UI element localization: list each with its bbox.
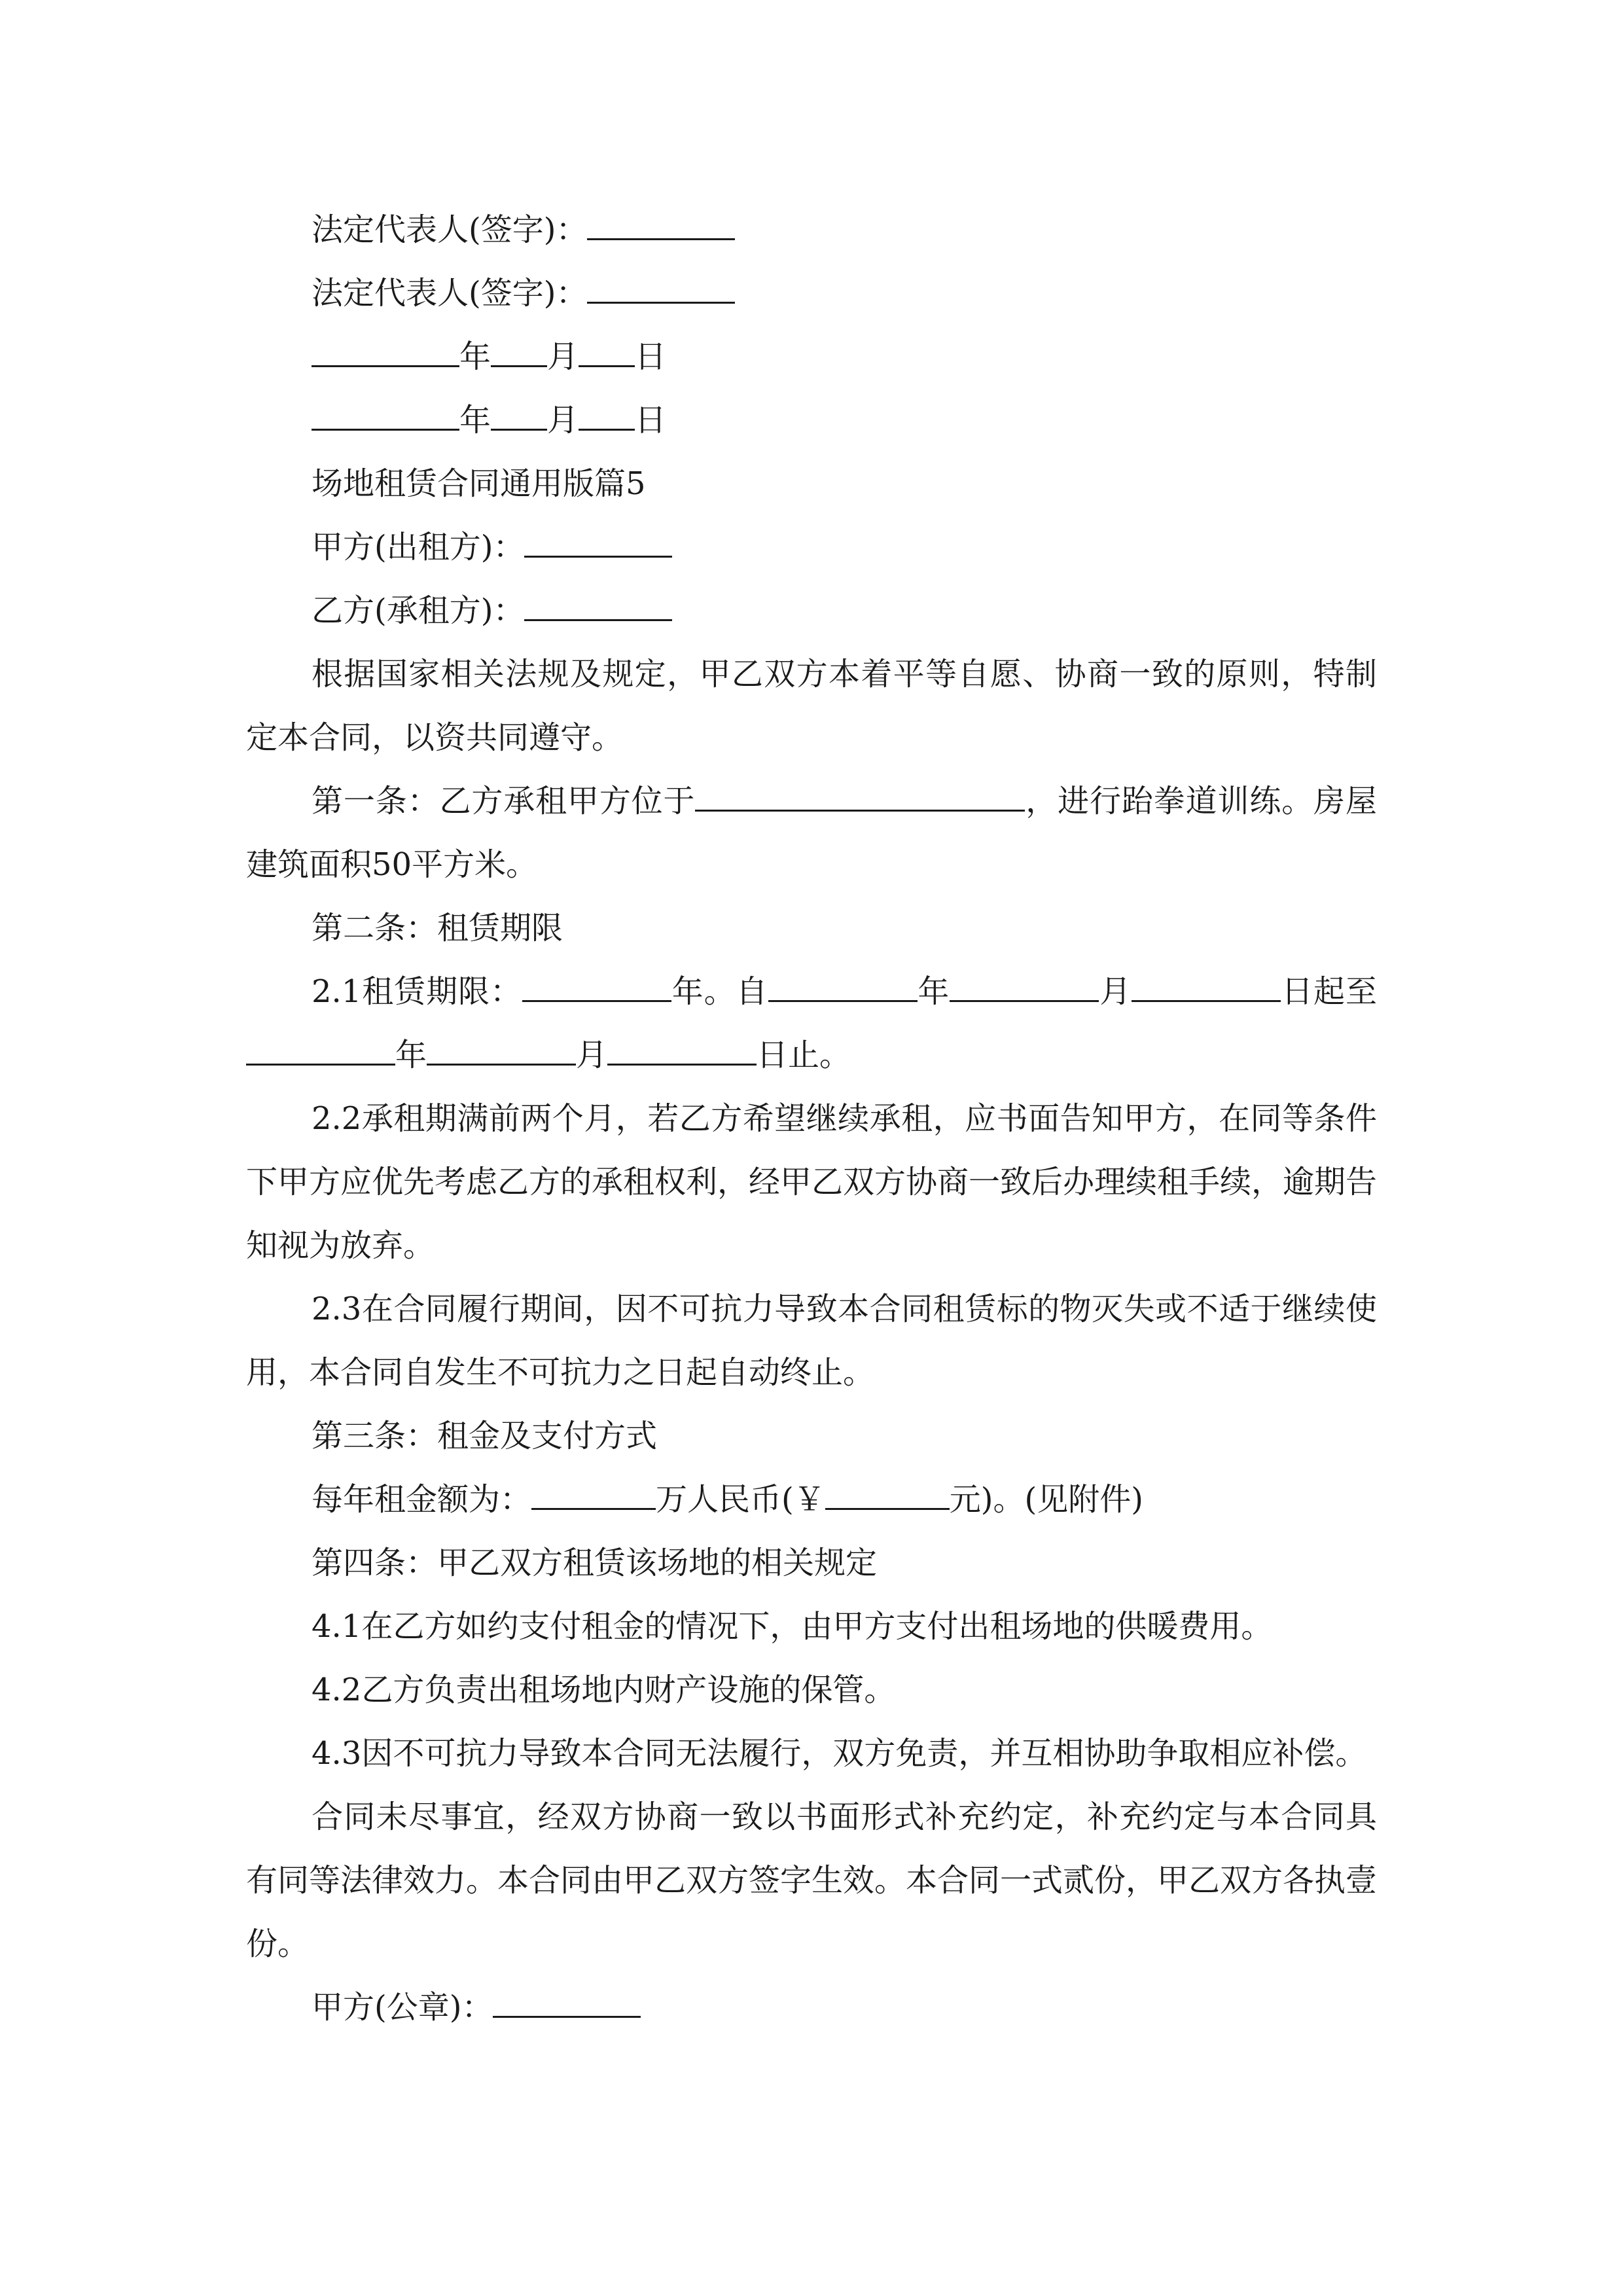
start-day-blank — [1132, 972, 1281, 1002]
term-years-blank — [522, 972, 671, 1002]
date-line-1 — [246, 325, 1377, 389]
year-label: 年 — [459, 338, 491, 375]
representative-label: 法定代表人(签字)： — [312, 211, 588, 248]
rent-suffix-text: 元)。(见附件) — [949, 1481, 1143, 1518]
end-year-label: 年 — [395, 1037, 427, 1073]
day-label: 日 — [635, 402, 667, 439]
year-blank — [312, 337, 459, 367]
month-label: 月 — [547, 338, 579, 375]
lease-term-label: 2.1租赁期限： — [312, 973, 522, 1010]
article-4-3-line: 4.3因不可抗力导致本合同无法履行，双方免责，并互相协助争取相应补偿。 — [312, 1735, 1367, 1772]
day-label: 日 — [635, 338, 667, 375]
article-4-2-line: 4.2乙方负责出租场地内财产设施的保管。 — [312, 1672, 896, 1708]
start-year-blank — [768, 972, 918, 1002]
end-day-blank — [607, 1035, 757, 1066]
term-years-text: 年。自 — [671, 973, 768, 1010]
article-2-3-paragraph: 2.3在合同履行期间，因不可抗力导致本合同租赁标的物灭失或不适于继续使用，本合同自发生不可抗力之日起自动终止。 — [246, 1291, 1377, 1391]
article-1-suffix: ，进行跆拳道训练。房屋建筑面积50平方米。 — [246, 783, 1377, 883]
month-blank — [491, 401, 547, 431]
signature-line-representative-2 — [246, 262, 1377, 325]
article-3-title: 第三条：租金及支付方式 — [312, 1418, 658, 1454]
rent-amount-blank — [531, 1480, 656, 1510]
party-a-seal-label: 甲方(公章)： — [312, 1989, 493, 2026]
article-2-2-paragraph: 2.2承租期满前两个月，若乙方希望继续承租，应书面告知甲方，在同等条件下甲方应优先考虑乙方的承租权利，经甲乙双方协商一致后办理续租手续，逾期告知视为放弃。 — [246, 1100, 1378, 1264]
day-blank — [579, 401, 635, 431]
article-1-paragraph — [246, 770, 1377, 897]
contract-body — [246, 198, 1377, 2039]
signature-line-representative-1 — [246, 198, 1377, 262]
start-month-label: 月 — [1099, 973, 1132, 1010]
party-b-label: 乙方(承租方)： — [312, 592, 525, 629]
article-4-title: 第四条：甲乙双方租赁该场地的相关规定 — [312, 1545, 878, 1581]
party-a-blank — [524, 528, 672, 558]
rent-yuan-blank — [825, 1480, 950, 1510]
party-a-seal-line — [246, 1976, 1377, 2039]
article-2-title: 第二条：租赁期限 — [312, 910, 563, 946]
annual-rent-label: 每年租金额为： — [312, 1481, 532, 1518]
start-day-label: 日起至 — [1281, 973, 1377, 1010]
contract-title: 场地租赁合同通用版篇5 — [312, 465, 646, 502]
representative-label: 法定代表人(签字)： — [312, 275, 588, 312]
party-a-line — [246, 516, 1377, 579]
article-2-1-paragraph — [246, 960, 1377, 1087]
annual-rent-line — [246, 1468, 1377, 1532]
year-label: 年 — [459, 402, 491, 439]
closing-paragraph: 合同未尽事宜，经双方协商一致以书面形式补充约定，补充约定与本合同具有同等法律效力。本合同由甲乙双方签字生效。本合同一式贰份，甲乙双方各执壹份。 — [246, 1799, 1378, 1962]
rent-currency-text: 万人民币(￥ — [656, 1481, 825, 1518]
seal-blank — [493, 1988, 641, 2018]
start-year-label: 年 — [917, 973, 950, 1010]
month-label: 月 — [547, 402, 579, 439]
month-blank — [491, 337, 547, 367]
start-month-blank — [950, 972, 1099, 1002]
end-month-label: 月 — [576, 1037, 608, 1073]
signature-blank — [587, 210, 735, 240]
year-blank — [312, 401, 459, 431]
party-a-label: 甲方(出租方)： — [312, 529, 525, 565]
day-blank — [579, 337, 635, 367]
party-b-blank — [524, 591, 672, 621]
preamble-paragraph: 根据国家相关法规及规定，甲乙双方本着平等自愿、协商一致的原则，特制定本合同，以资共同遵守。 — [246, 656, 1377, 756]
end-month-blank — [427, 1035, 576, 1066]
date-line-2 — [246, 389, 1377, 452]
end-year-blank — [246, 1035, 395, 1066]
article-1-prefix: 第一条：乙方承租甲方位于 — [312, 783, 696, 819]
end-day-label: 日止。 — [757, 1037, 851, 1073]
signature-blank — [587, 274, 735, 304]
party-b-line — [246, 579, 1377, 643]
article-4-1-line: 4.1在乙方如约支付租金的情况下，由甲方支付出租场地的供暖费用。 — [312, 1608, 1273, 1645]
location-blank — [695, 781, 1025, 812]
